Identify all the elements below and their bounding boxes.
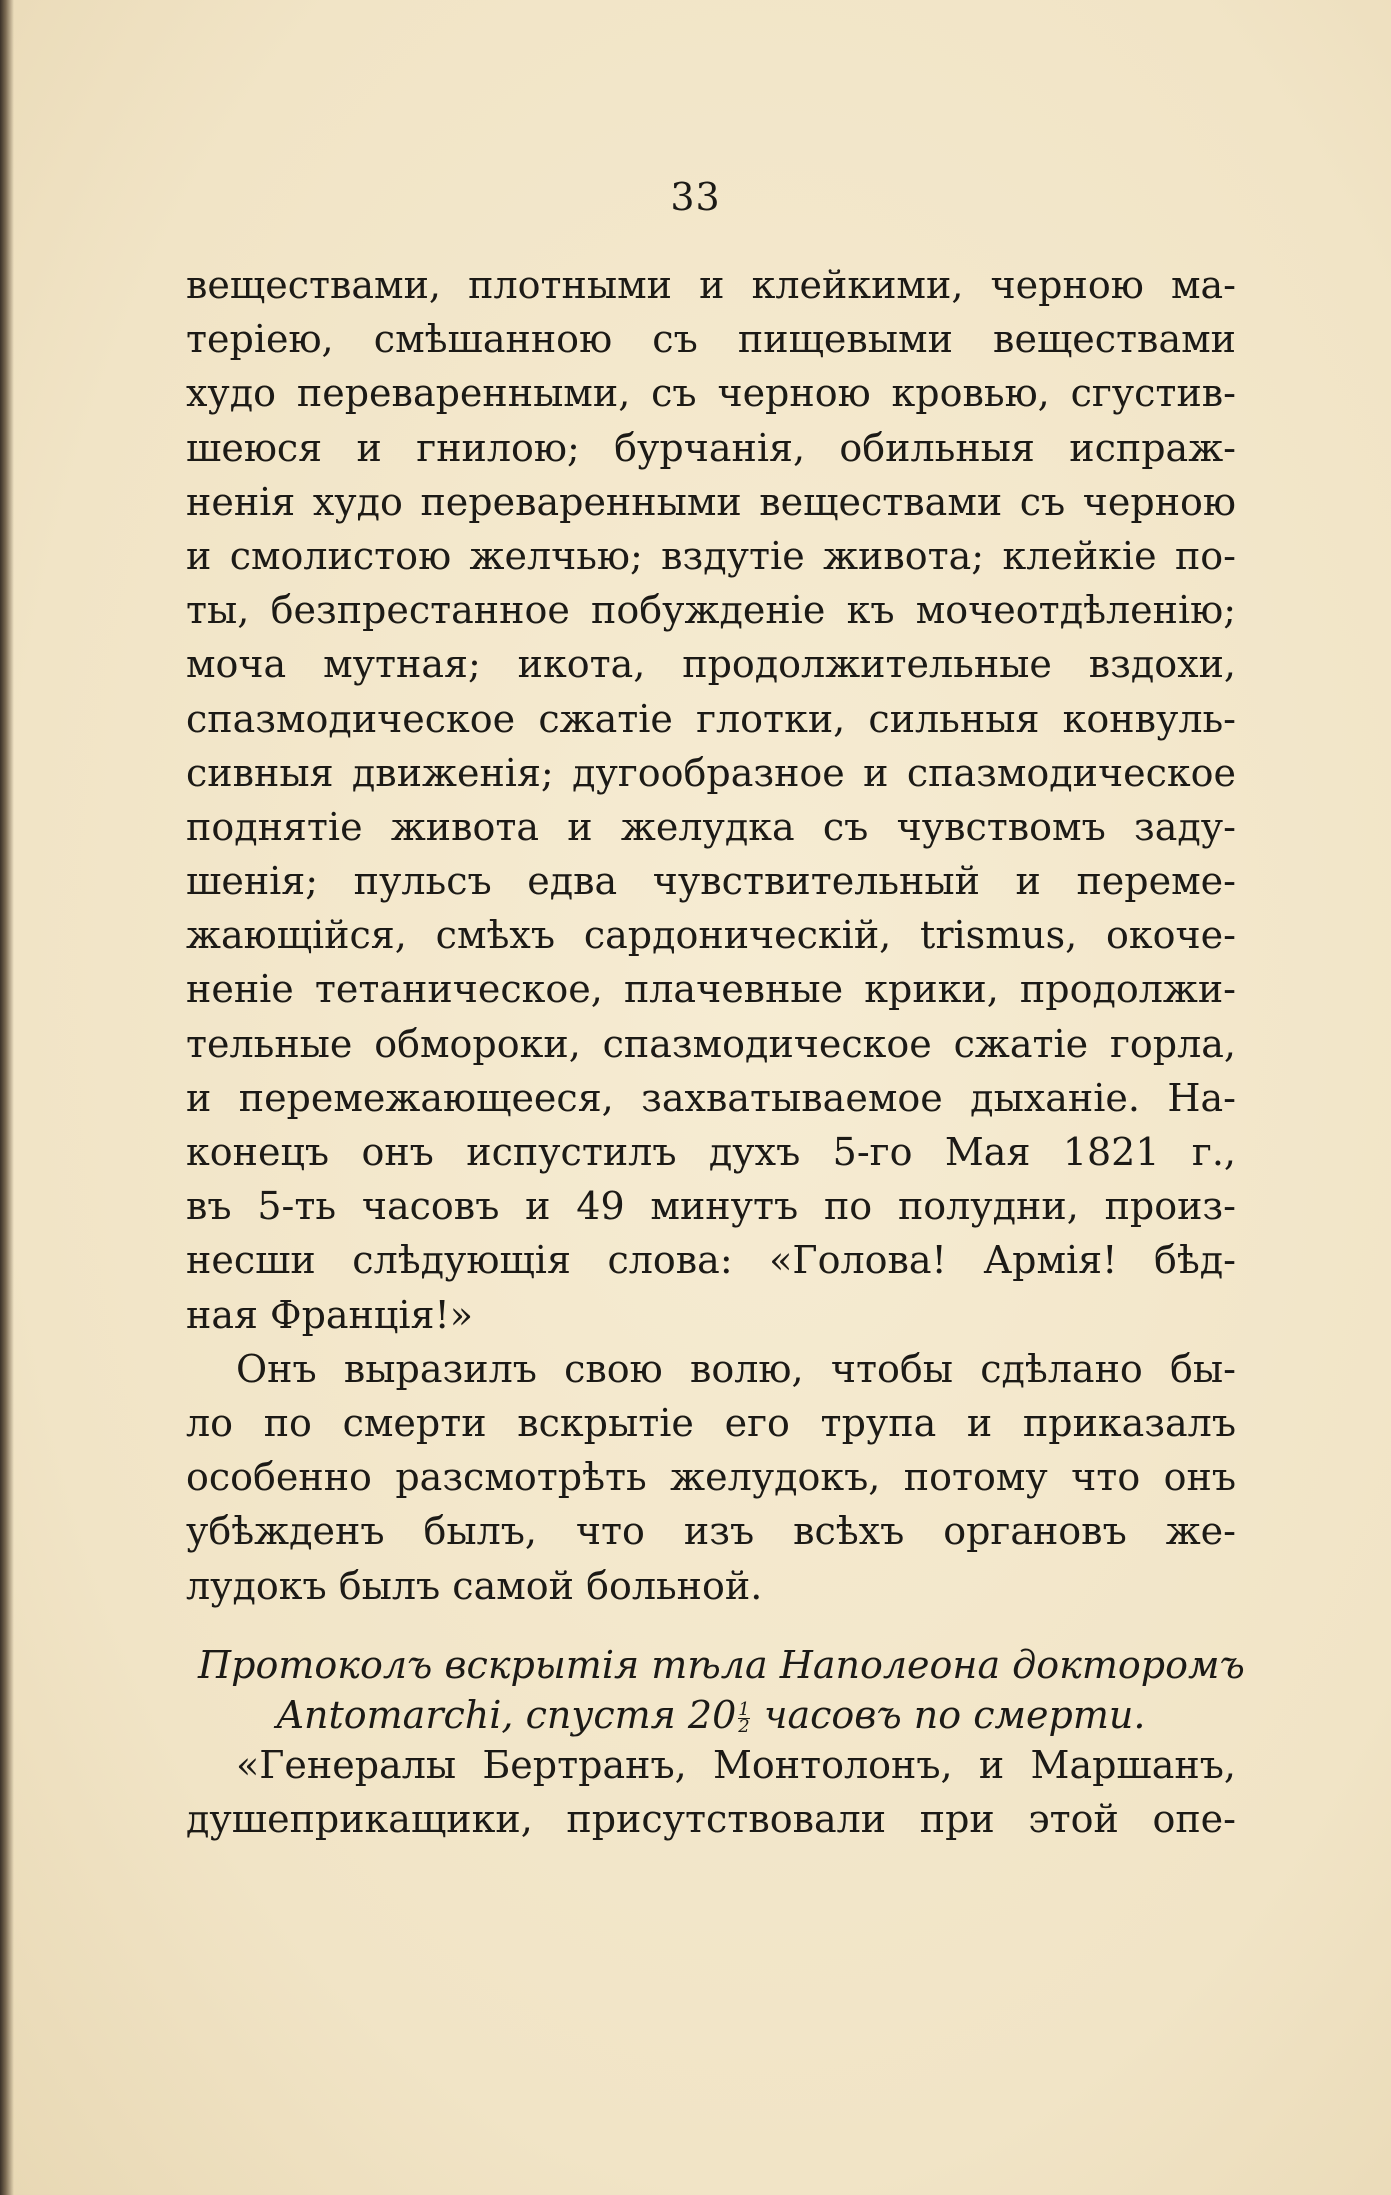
text-line: ты, безпрестанное побужденіе къ мочеотдѣленію; [186,588,1236,633]
text-line: несши слѣдующія слова: «Голова! Армія! бѣд- [186,1238,1236,1283]
text-line: душеприкащики, присутствовали при этой опе- [186,1797,1236,1842]
fraction [738,1699,750,1737]
heading-text-after: часовъ по смерти. [751,1693,1146,1737]
text-line: неніе тетаническое, плачевные крики, продолжи- [186,967,1236,1012]
section-heading [186,1640,1245,1740]
page-number: 33 [670,175,721,219]
text-line: веществами, плотными и клейкими, черною ма- [186,263,1236,307]
heading-text-before: Antomarchi, спустя 20 [276,1693,737,1737]
text-line: жающійся, смѣхъ сардоническій, trismus, окоче- [186,913,1236,958]
text-line: теріею, смѣшанною съ пищевыми веществами [186,317,1236,362]
fraction-denominator: 2 [738,1716,750,1737]
text-line: шеюся и гнилою; бурчанія, обильныя испраж- [186,425,1236,470]
text-line: поднятіе живота и желудка съ чувствомъ заду- [186,804,1236,849]
text-line: Онъ выразилъ свою волю, чтобы сдѣлано бы- [236,1346,1236,1391]
text-line: сивныя движенія; дугообразное и спазмодическое [186,750,1236,795]
page-binding-edge [0,0,14,2195]
text-line: «Генералы Бертранъ, Монтолонъ, и Маршанъ, [236,1743,1236,1787]
paragraph-3 [186,1738,1236,1846]
text-line: ная Франція!» [186,1292,473,1337]
text-line: особенно разсмотрѣть желудокъ, потому что онъ [186,1455,1236,1500]
fraction-numerator: 1 [738,1699,750,1720]
heading-line-1: Протоколъ вскрытія тѣла Наполеона докторомъ [198,1643,1245,1687]
text-line: и смолистою желчью; вздутіе живота; клейкіе по- [186,533,1236,578]
paragraph-1 [186,258,1236,1613]
text-line: шенія; пульсъ едва чувствительный и переме- [186,859,1236,904]
text-line: моча мутная; икота, продолжительные вздохи, [186,642,1236,687]
text-line: тельные обмороки, спазмодическое сжатіе горла, [186,1021,1236,1066]
text-line: и перемежающееся, захватываемое дыханіе. На- [186,1075,1236,1120]
text-line: ло по смерти вскрытіе его трупа и приказалъ [186,1400,1236,1445]
text-line: спазмодическое сжатіе глотки, сильныя конвуль- [186,696,1236,741]
text-line: въ 5-ть часовъ и 49 минутъ по полудни, произ- [186,1184,1236,1229]
text-line: лудокъ былъ самой больной. [186,1563,763,1608]
text-line: ненія худо переваренными веществами съ черною [186,479,1236,524]
text-line: конецъ онъ испустилъ духъ 5-го Мая 1821 г., [186,1130,1236,1174]
text-line: худо переваренными, съ черною кровью, сгустив- [186,371,1236,416]
text-line: убѣжденъ былъ, что изъ всѣхъ органовъ же- [186,1509,1236,1554]
heading-line-2 [186,1690,1236,1740]
